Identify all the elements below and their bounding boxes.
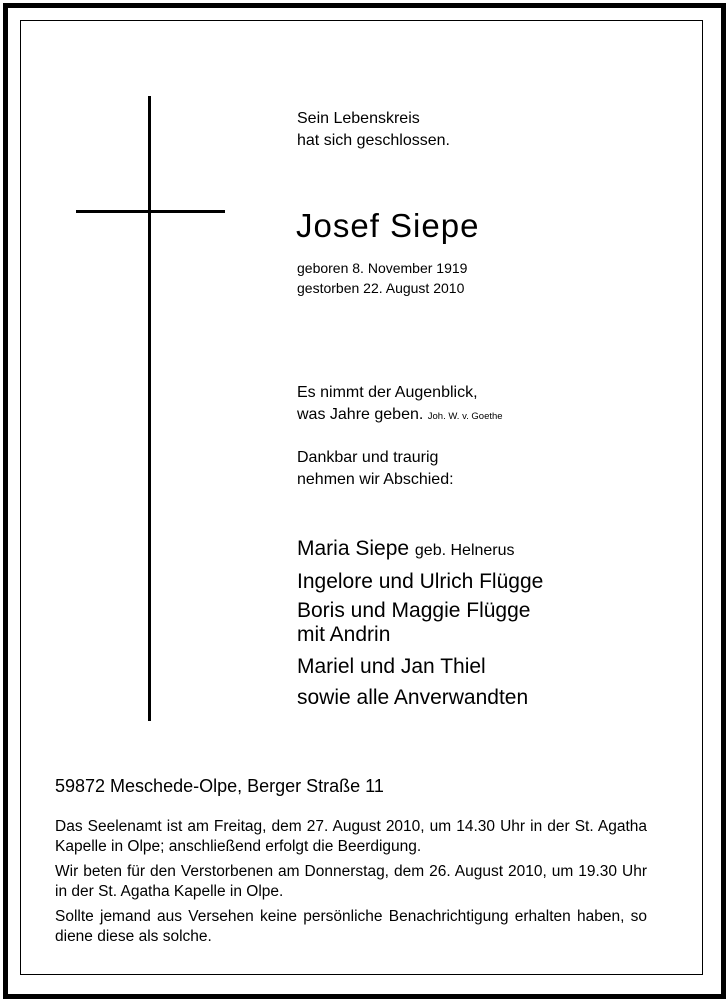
quote-line-1: Es nimmt der Augenblick, [297,384,478,401]
life-dates [297,258,467,298]
farewell-line-2: nehmen wir Abschied: [297,471,454,488]
quote-line-2 [297,404,503,428]
family-member-maria [297,535,543,564]
family-member-andrin: mit Andrin [297,623,391,646]
deceased-name: Josef Siepe [296,207,480,244]
death-date: gestorben 22. August 2010 [297,280,465,296]
family-list [297,535,543,711]
motto-line-2: hat sich geschlossen. [297,132,450,149]
cross-vertical-bar [148,96,151,721]
family-maria-suffix: geb. Helnerus [414,542,515,559]
quote-author: Joh. W. v. Goethe [427,411,503,422]
family-relatives: sowie alle Anverwandten [297,686,529,709]
notice-prayer: Wir beten für den Verstorbenen am Donnerstag, dem 26. August 2010, um 19.30 Uhr in der St. Agatha Kapelle in Olpe. [55,863,647,900]
farewell-line-1: Dankbar und traurig [297,449,439,466]
family-maria-name: Maria Siepe [297,537,410,560]
quote [297,382,503,428]
notice-requiem: Das Seelenamt ist am Freitag, dem 27. August 2010, um 14.30 Uhr in der St. Agatha Kapelle in Olpe; anschließend erfolgt die Beerdigung. [55,818,647,855]
quote-line-2-text: was Jahre geben. [297,406,424,423]
motto-line-1: Sein Lebenskreis [297,110,420,127]
address: 59872 Meschede-Olpe, Berger Straße 11 [55,776,384,796]
family-member-ingelore: Ingelore und Ulrich Flügge [297,570,544,593]
birth-date: geboren 8. November 1919 [297,260,468,276]
family-member-mariel: Mariel und Jan Thiel [297,655,486,678]
farewell [297,447,454,491]
notice-disclaimer: Sollte jemand aus Versehen keine persönliche Benachrichtigung erhalten haben, so diene diese als solche. [55,908,647,945]
family-member-boris: Boris und Maggie Flügge [297,599,531,622]
cross-horizontal-bar [76,210,225,213]
motto [297,108,450,152]
